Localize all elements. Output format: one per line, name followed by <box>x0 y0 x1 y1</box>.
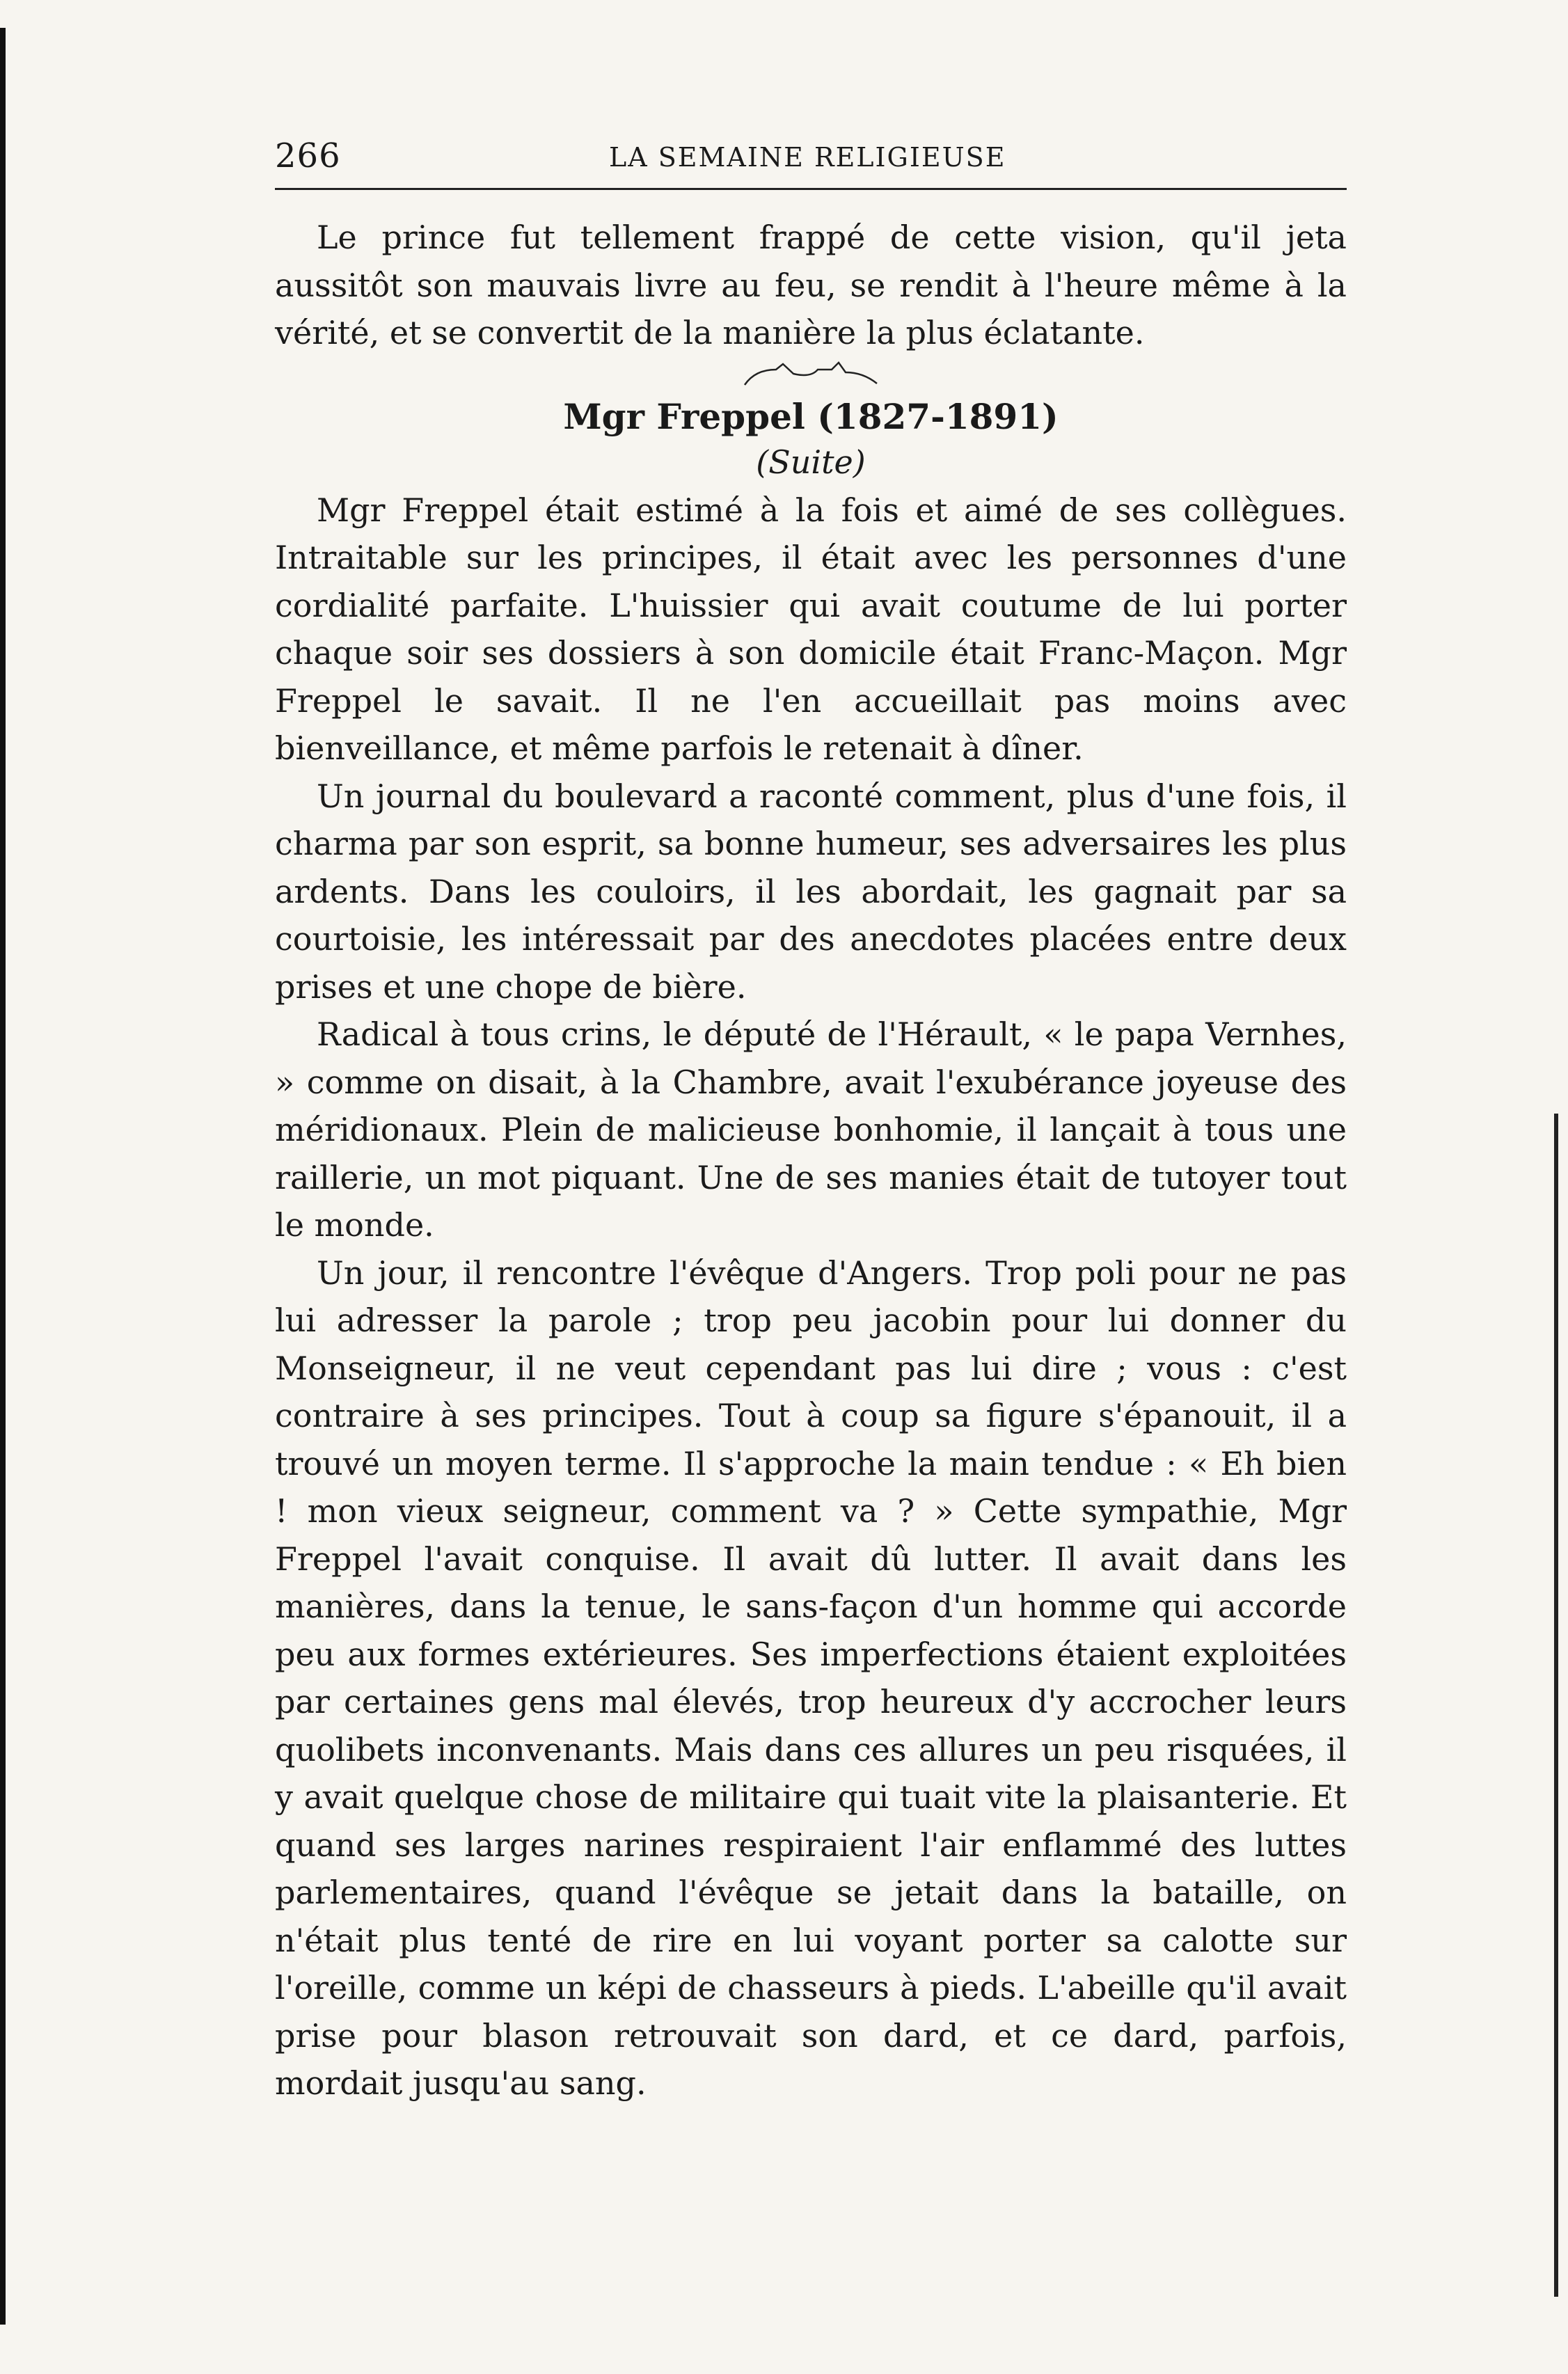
page-body <box>275 214 1347 2107</box>
paragraph-3: Radical à tous crins, le député de l'Hérault, « le papa Vernhes, » comme on disait, à la Chambre, avait l'exubérance joyeuse des méridionaux. Plein de malicieuse bonhomie, il lançait à tous une raillerie, un mot piquant. Une de ses manies était de tutoyer tout le monde. <box>275 1015 1347 1244</box>
document-page <box>275 132 1347 2107</box>
section-title: Mgr Freppel (1827-1891) <box>563 395 1059 437</box>
intro-paragraph: Le prince fut tellement frappé de cette vision, qu'il jeta aussitôt son mauvais livre au feu, se rendit à l'heure même à la vérité, et se convertit de la manière la plus éclatante. <box>275 219 1347 351</box>
binding-edge-right <box>1554 1114 1558 2297</box>
paragraph-4: Un jour, il rencontre l'évêque d'Angers. Trop poli pour ne pas lui adresser la parole ; trop peu jacobin pour lui donner du Monseigneur, il ne veut cependant pas lui dire ; vous : c'est contraire à ses principes. Tout à coup sa figure s'épanouit, il a trouvé un moyen terme. Il s'approche la main tendue : « Eh bien ! mon vieux seigneur, comment va ? » Cette sympathie, Mgr Freppel l'avait conquise. Il avait dû lutter. Il avait dans les manières, dans la tenue, le sans-façon d'un homme qui accorde peu aux formes extérieures. Ses imperfections étaient exploitées par certaines gens mal élevés, trop heureux d'y accrocher leurs quolibets inconvenants. Mais dans ces allures un peu risquées, il y avait quelque chose de militaire qui tuait vite la plaisanterie. Et quand ses larges narines respiraient l'air enflammé des luttes parlementaires, quand l'évêque se jetait dans la bataille, on n'était plus tenté de rire en lui voyant porter sa calotte sur l'oreille, comme un képi de chasseurs à pieds. L'abeille qu'il avait prise pour blason retrouvait son dard, et ce dard, parfois, mordait jusqu'au sang. <box>275 1253 1347 2102</box>
page-number: 266 <box>275 136 341 175</box>
paragraph-2: Un journal du boulevard a raconté comment, plus d'une fois, il charma par son esprit, sa bonne humeur, ses adversaires les plus ardents. Dans les couloirs, il les abordait, les gagnait par sa courtoisie, les intéressait par des anecdotes placées entre deux prises et une chope de bière. <box>275 777 1347 1006</box>
page-header <box>275 132 1347 190</box>
paragraph-1: Mgr Freppel était estimé à la fois et aimé de ses collègues. Intraitable sur les principes, il était avec les personnes d'une cordialité parfaite. L'huissier qui avait coutume de lui porter chaque soir ses dossiers à son domicile était Franc-Maçon. Mgr Freppel le savait. Il ne l'en accueillait pas moins avec bienveillance, et même parfois le retenait à dîner. <box>275 491 1347 767</box>
running-title: LA SEMAINE RELIGIEUSE <box>609 142 1006 173</box>
section-subtitle: (Suite) <box>756 443 866 481</box>
ornament-divider <box>275 360 1347 395</box>
ornament-divider-icon <box>741 360 880 388</box>
binding-edge-left <box>0 28 8 2325</box>
